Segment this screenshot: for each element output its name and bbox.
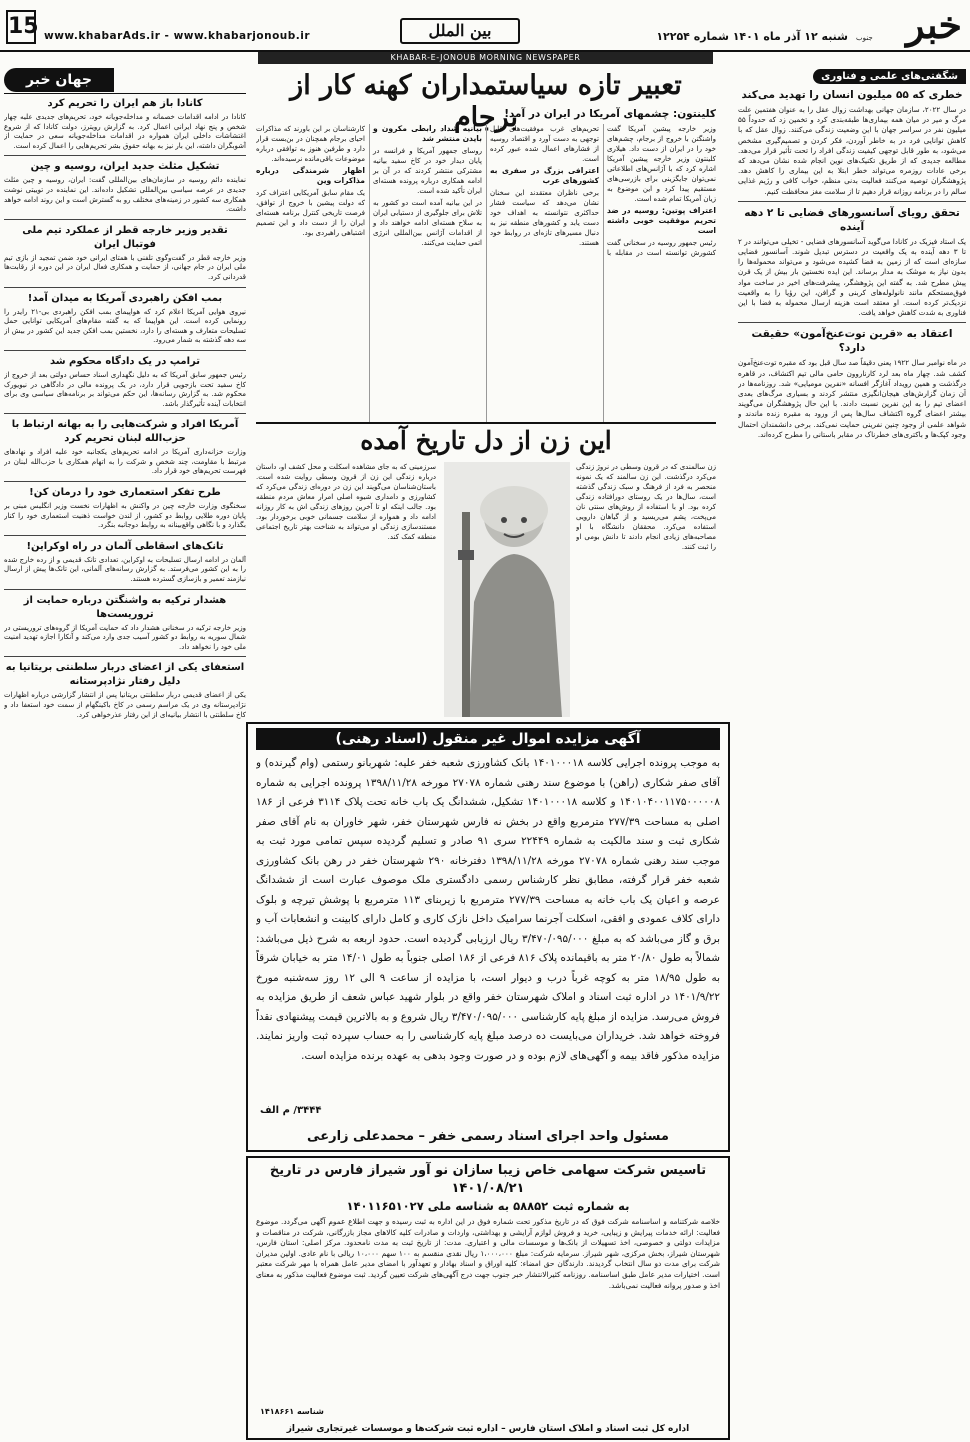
feature-headline: این زن از دل تاریخ آمده: [256, 422, 716, 458]
site-urls[interactable]: www.khabarAds.ir - www.khabarjonoub.ir: [44, 30, 311, 42]
lead-headline: تعبیر تازه سیاستمداران کهنه کار از برجام: [290, 70, 682, 133]
news-body: رئیس جمهور سابق آمریکا که به دلیل نگهداری اسناد حساس دولتی بعد از خروج از کاخ سفید تحت بازجویی قرار دارد، در یک پرونده مالی در دادگاهی در نیویورک محکوم شد. به گزارش رسانه‌ها، این حکم می‌تواند بر برنامه‌های سیاسی وی برای انتخابات آینده تأثیرگذار باشد.: [4, 370, 246, 408]
news-title: بمب افکن راهبردی آمریکا به میدان آمد!: [27, 292, 223, 304]
news-title: طرح تفکر استعماری خود را درمان کن!: [29, 487, 221, 499]
auction-signature: مسئول واحد اجرای اسناد رسمی خفر – محمدعلی زارعی: [307, 1129, 669, 1144]
news-body: سخنگوی وزارت خارجه چین در واکنش به اظهارات نخست وزیر انگلیس مبنی بر پایان دوره طلایی روابط دو کشور، از لندن خواست ذهنیت استعماری خود را کنار بگذارد و با نگاهی واقع‌بینانه به روابط دوجانبه بنگرد.: [4, 502, 246, 530]
divider: [4, 413, 246, 414]
divider: [4, 219, 246, 220]
registration-body: خلاصه شرکتنامه و اساسنامه شرکت فوق که در تاریخ مذکور تحت شماره فوق در این اداره به ثبت رسیده و جهت اطلاع عموم آگهی می‌گردد. موضوع فعالیت: ارائه خدمات پیرایش و زیبایی، خرید و فروش لوازم آرایشی و بهداشتی، واردات و صادرات کلیه کالاهای مجاز بازرگانی، شرکت در مناقصات و مزایدات دولتی و خصوصی، اخذ تسهیلات از بانک‌ها و موسسات مالی و اعتباری. مدت: از تاریخ ثبت به مدت نامحدود. مرکز اصلی: استان فارس، شهرستان شیراز، بخش مرکزی، شهر شیراز. سرمایه شرکت: مبلغ ۱،۰۰۰،۰۰۰ ریال نقدی منقسم به ۱۰۰ سهم ۱۰،۰۰۰ ریالی با نام عادی. اولین مدیران شرکت برای مدت دو سال انتخاب گردیدند. دارندگان حق امضاء: کلیه اوراق و اسناد بهادار و تعهدآور با امضای مدیر عامل همراه با مهر شرکت معتبر است. اختیارات مدیر عامل طبق اساسنامه. روزنامه کثیرالانتشار خبر جنوب جهت درج آگهی‌های شرکت تعیین گردید. ثبت موضوع فعالیت مذکور به معنای اخذ و صدور پروانه فعالیت نمی‌باشد.: [256, 1217, 720, 1290]
article-title: اعتقاد به «قرین توت‌عنخ‌آمون» حقیقت دارد؟: [751, 328, 953, 355]
auction-title: آگهی مزایده اموال غیر منقول (اسناد رهنی): [256, 728, 720, 750]
masthead-strip: KHABAR-E-JONOUB MORNING NEWSPAPER: [258, 52, 713, 64]
feature-text-right: زن سالمندی که در قرون وسطی در نروژ زندگی می‌کرد درگذشت. این زن سالمند که یک نمونه منحصر به فرد از فرهنگ و سبک زندگی گذشته است، سال‌ها در یک روستای دورافتاده زندگی کرده بود. او با استفاده از روش‌های سنتی نان می‌پخت، پشم می‌ریسید و از گیاهان دارویی استفاده می‌کرد. محققان دانشگاه با او مصاحبه‌های زیادی انجام دادند تا دانش بومی او را ثبت کنند.: [576, 463, 716, 551]
lead-paragraph: رئیس جمهور روسیه در سخنانی گفت کشورش توانسته است در مقابله با تحریم‌های غرب موفقیت‌های قابل توجهی به دست آورد و اقتصاد روسیه از فشارهای اعمال شده عبور کرده است.: [490, 125, 716, 257]
lead-paragraph: کارشناسان بر این باورند که مذاکرات احیای برجام همچنان در بن‌بست قرار دارد و طرفین هنوز به توافقی درباره موضوعات باقی‌مانده نرسیده‌اند.: [256, 125, 365, 163]
newspaper-logo: [854, 2, 962, 48]
news-title: آمریکا افراد و شرکت‌هایی را به بهانه ارتباط با حزب‌الله لبنان تحریم کرد: [11, 419, 239, 445]
elderly-woman-photo: [444, 462, 570, 717]
divider: [738, 201, 966, 202]
section-tab: بین الملل: [400, 18, 520, 44]
news-body: یکی از اعضای قدیمی دربار سلطنتی بریتانیا پس از انتشار گزارشی درباره اظهارات نژادپرستانه وی در یک مراسم رسمی در کاخ باکینگهام از سمت خود استعفا داد و کاخ سلطنتی با انتشار بیانیه‌ای از این رفتار عذرخواهی کرد.: [4, 691, 246, 719]
registration-title: تاسیس شرکت سهامی خاص زیبا سازان نو آور شیراز فارس در تاریخ ۱۴۰۱/۰۸/۲۱: [269, 1163, 707, 1196]
world-news-header: [4, 66, 246, 94]
news-title: تانک‌های اسقاطی آلمان در راه اوکراین!: [26, 540, 224, 552]
lead-subhead: اعترافی بزرگ در سفری به کشورهای عرب: [490, 166, 599, 185]
world-news-title: جهان خبر: [4, 68, 114, 92]
news-title: تقدیر وزیر خارجه قطر از عملکرد تیم ملی فوتبال ایران: [22, 224, 228, 250]
news-body: وزیر خارجه قطر در گفت‌وگوی تلفنی با همتای ایرانی خود ضمن تمجید از بازی تیم ملی ایران در جام جهانی، از حمایت و همکاری فعال ایران در این دوره از رقابت‌ها قدردانی کرد.: [4, 253, 246, 281]
article-title: خطری که ۵۵ میلیون انسان را تهدید می‌کند: [741, 89, 963, 101]
center-content: [256, 66, 720, 1440]
lead-paragraph: یک مقام سابق آمریکایی اعتراف کرد که دولت پیشین با خروج از توافق، فرصت تاریخی کنترل برنامه هسته‌ای ایران را از دست داد و این تصمیم اشتباهی راهبردی بود.: [256, 189, 365, 237]
divider: [4, 535, 246, 536]
news-body: وزیر خارجه ترکیه در سخنانی هشدار داد که حمایت آمریکا از گروه‌های تروریستی در شمال سوریه به روابط دو کشور آسیب جدی وارد می‌کند و آنکارا اجازه تهدید امنیت ملی خود را نخواهد داد.: [4, 623, 246, 651]
masthead: [0, 0, 970, 52]
page-number: 15: [6, 10, 36, 44]
science-column: [738, 64, 966, 1438]
auction-body: به موجب پرونده اجرایی کلاسه ۱۴۰۱۰۰۰۱۸ بانک کشاورزی شعبه خفر علیه: شهربانو رستمی (وام گیرنده) و آقای صفر شکاری (راهن) با موضوع سند رهنی شماره ۲۷۰۷۸ مورخه ۱۳۹۸/۱۱/۲۸ پرونده اجرایی به شماره ۱۴۰۱۰۴۰۰۱۱۷۵۰۰۰۰۰۸ و کلاسه ۱۴۰۱۰۰۰۱۸ تشکیل، ششدانگ یک باب خانه تحت پلاک ۳۱۱۴ فرعی از ۱۸۶ اصلی به مساحت ۲۷۷/۳۹ مترمربع واقع در بخش نه فارس شهرستان خفر، شهر خاوران به نام آقای صفر شکاری ثبت و سند مالکیت به شماره ۲۲۴۴۹ سری ۹۱ صادر و تسلیم گردیده سپس تمامی مورد ثبت به موجب سند رهنی شماره ۲۷۰۷۸ مورخه ۱۳۹۸/۱۱/۲۸ دفترخانه ۲۹۰ شهرستان خفر در رهن بانک کشاورزی شعبه خفر قرار گرفته، مطابق نظر کارشناس رسمی دادگستری ملک موصوف عبارت است از ششدانگ عرصه و اعیان یک باب خانه به مساحت ۲۷۷/۳۹ مترمربع با زیربنای ۱۱۳ مترمربع با پوشش تیرچه و بلوک دارای کلاف عمودی و افقی، اسکلت آجرنما سرامیک داخل نازک کاری و کامل دارای کابینت و انشعابات آب و برق و گاز می‌باشد که به مبلغ ۳/۴۷۰/۰۹۵/۰۰۰ ریال ارزیابی گردیده است. حدود اربعه به شرح ذیل می‌باشد: شمالاً به طول ۲۰/۸۰ متر به باقیمانده پلاک ۸۱۶ فرعی از ۱۸۶ اصلی جنوباً به طول ۱۴/۰۱ متر به خیابان شرقاً به طول ۱۸/۹۵ متر به کوچه غرباً درب و دیوار است، با مزایده از ساعت ۹ الی ۱۲ روز سه‌شنبه مورخ ۱۴۰۱/۹/۲۲ در اداره ثبت اسناد و املاک شهرستان خفر واقع در بلوار شهید عباس شعف از طریق مزایده به فروش می‌رسد. مزایده از مبلغ پایه کارشناسی ۳/۴۷۰/۰۹۵/۰۰۰ ریال شروع و به بالاترین قیمت پیشنهادی نقداً فروخته خواهد شد. خریداران می‌بایست ده درصد مبلغ پایه کارشناسی را به حساب سپرده ثبت واریز نمایند. مزایده مذکور فاقد بیمه و آگهی‌های لازم بوده و در صورت وجود بدهی به عهده برنده مزایده است.: [256, 757, 720, 1062]
issue-date: شنبه ۱۲ آذر ماه ۱۴۰۱ شماره ۱۲۲۵۴: [656, 30, 848, 43]
article-body: یک استاد فیزیک در کانادا می‌گوید آسانسورهای فضایی - تخیلی می‌توانند در ۲ تا ۳ دهه آینده به یک واقعیت در دسترس تبدیل شوند. آسانسور فضایی سازه‌ای است که از زمین به فضا کشیده می‌شود و می‌تواند محموله‌ها را بدون نیاز به موشک به مدار برساند. این ایده نخستین بار بیش از یک قرن پیش مطرح شد. به گفته این پژوهشگر، پیشرفت‌های اخیر در ساخت مواد فوق‌مستحکم مانند نانولوله‌های کربنی و گرافن، این رؤیا را به واقعیت نزدیک‌تر کرده است. او معتقد است هزینه ارسال محموله به فضا با این فناوری به شدت کاهش خواهد یافت.: [738, 236, 966, 318]
article-body: در سال ۲۰۲۲، سازمان جهانی بهداشت زوال عقل را به عنوان هفتمین علت مرگ و میر در میان همه بیماری‌ها طبقه‌بندی کرد و تخمین زد که حدوداً ۵۵ میلیون نفر در سراسر جهان با این وضعیت زندگی می‌کنند. زوال عقل که با کاهش توانایی فرد در به خاطر آوردن، فکر کردن و تصمیم‌گیری مشخص می‌شود، به طور قابل توجهی کیفیت زندگی افراد را تحت تأثیر قرار می‌دهد. مطالعه جدیدی که از طریق تکنیک‌های نوین انجام شده نشان می‌دهد که برخی عادات روزمره می‌تواند خطر ابتلا به این بیماری را کاهش دهد. پژوهشگران توصیه می‌کنند فعالیت بدنی منظم، خواب کافی و رژیم غذایی سالم را در برنامه روزانه قرار دهیم تا از سلامت مغز محافظت کنیم.: [738, 105, 966, 196]
news-title: تشکیل مثلث جدید ایران، روسیه و چین: [30, 161, 220, 173]
lead-article-body: [256, 124, 716, 424]
lead-paragraph: روسای جمهور آمریکا و فرانسه در پایان دیدار خود در کاخ سفید بیانیه مشترکی منتشر کردند که در آن بر ادامه همکاری درباره پرونده هسته‌ای ایران تأکید شده است.: [373, 147, 482, 195]
article-body: در ماه نوامبر سال ۱۹۲۲ یعنی دقیقاً صد سال قبل بود که مقبره توت‌عنخ‌آمون کشف شد. چهار ماه بعد لرد کارناروون حامی مالی تیم اکتشاف، در قاهره درگذشت و همین رویداد آغازگر افسانه «نفرین مومیایی» شد. روزنامه‌ها در آن زمان گزارش‌های هیجان‌انگیزی منتشر کردند و بسیاری مرگ‌های بعدی اعضای تیم را به این نفرین نسبت دادند. با این حال پژوهشگران می‌گویند بیشتر اعضای گروه اکتشاف سال‌ها پس از ورود به مقبره زنده ماندند و شواهد علمی از وجود چنین نفرینی حمایت نمی‌کند. برخی دانشمندان احتمال وجود کپک‌ها و باکتری‌های خطرناک در مقابر باستانی را مطرح کرده‌اند.: [738, 358, 966, 439]
news-title: استعفای یکی از اعضای دربار سلطنتی بریتانیا به دلیل رفتار نژادپرستانه: [5, 662, 245, 688]
article-title: تحقق رویای آسانسورهای فضایی تا ۲ دهه آینده: [744, 206, 960, 233]
divider: [4, 350, 246, 351]
feature-text-left: سرزمینی که به جای مشاهده اسکلت و محل کشف او، داستان درباره زندگی این زن از قرون وسطی روایت شده است. باستان‌شناسان می‌گویند این زن در دوره‌ای زندگی می‌کرد که کشاورزی و دامداری شیوه اصلی امرار معاش مردم منطقه بود. جالب اینکه او تا آخرین روزهای زندگی اش به کار روزانه ادامه داد و همواره از سلامت جسمانی خوبی برخوردار بود. مستندسازی زندگی او می‌تواند به شناخت بهتر تاریخ اجتماعی منطقه کمک کند.: [256, 463, 436, 541]
news-body: نیروی هوایی آمریکا اعلام کرد که هواپیمای بمب افکن راهبردی بی-۲۱ رایدر را رونمایی کرده است. این هواپیما که به گفته مقام‌های آمریکایی توانایی حمل تسلیحات متعارف و هسته‌ای را دارد، نخستین بمب افکن جدید این کشور در بیش از سه دهه گذشته به شمار می‌رود.: [4, 307, 246, 345]
news-body: نماینده دائم روسیه در سازمان‌های بین‌المللی گفت: ایران، روسیه و چین مثلث جدیدی در عرصه سیاسی بین‌المللی تشکیل داده‌اند. این نماینده در توییتی نوشت همکاری سه کشور در زمینه‌های مختلف رو به گسترش است و این روند ادامه خواهد داشت.: [4, 176, 246, 214]
lead-subheadline: کلینتون: چشمهای آمریکا در ایران در آمد!: [504, 108, 716, 120]
registration-subtitle: به شماره ثبت ۵۸۸۵۲ به شناسه ملی ۱۴۰۱۱۶۵۱۰۲۷: [346, 1199, 630, 1213]
lead-subhead: اعتراف پوتین: روسیه در ضد تحریم موفقیت خوبی داشته است: [607, 206, 716, 235]
divider: [4, 155, 246, 156]
lead-paragraph: برخی ناظران معتقدند این سخنان نشان می‌دهد که سیاست فشار حداکثری نتوانسته به اهداف خود دست یابد و کشورهای منطقه نیز به دنبال مسیرهای تازه‌ای در روابط خود هستند.: [490, 189, 599, 247]
logo-word: خبر: [906, 2, 962, 47]
registration-id: شناسه ۱۴۱۸۶۶۱: [260, 1407, 324, 1416]
lead-paragraph: در این بیانیه آمده است دو کشور به تلاش برای جلوگیری از دستیابی ایران به سلاح هسته‌ای ادامه خواهند داد و از اقدامات آژانس بین‌المللی انرژی اتمی حمایت می‌کنند.: [373, 199, 482, 247]
news-title: کانادا باز هم ایران را تحریم کرد: [47, 98, 203, 109]
registration-signature: اداره کل ثبت اسناد و املاک استان فارس – اداره ثبت شرکت‌ها و موسسات غیرتجاری شیراز: [286, 1424, 690, 1434]
news-body: کانادا در ادامه اقدامات خصمانه و مداخله‌جویانه خود، تحریم‌های جدیدی علیه چهار شخص و پنج نهاد ایرانی اعمال کرد. به گزارش رویترز، دولت کانادا که از شروع اغتشاشات داخلی ایران همواره در اقدامات مداخله‌جویانه سعی در حمایت از آشوبگران داشته، این بار نیز به بهانه حقوق بشر تحریم‌هایی را اعمال کرده است.: [4, 113, 246, 150]
divider: [4, 589, 246, 590]
auction-code: ۳۴۴۴/ م الف: [260, 1105, 322, 1116]
company-registration-notice: [246, 1156, 730, 1440]
auction-notice: [246, 722, 730, 1152]
news-body: وزارت خزانه‌داری آمریکا در ادامه تحریم‌های یکجانبه خود علیه افراد و نهادهای مرتبط با مقاومت، چند شخص و شرکت را به اتهام همکاری با حزب‌الله لبنان در فهرست تحریم‌های خود قرار داد.: [4, 448, 246, 476]
divider: [738, 322, 966, 323]
divider: [4, 287, 246, 288]
world-news-column: [4, 66, 246, 1438]
divider: [4, 656, 246, 657]
science-section-label: شگفتی‌های علمی و فناوری: [813, 69, 966, 84]
lead-subhead: بیانیه شداد رابطی مکرون و بایدن منتشر شد: [373, 124, 482, 143]
news-title: ترامپ در یک دادگاه محکوم شد: [49, 355, 201, 367]
lead-paragraph: وزیر خارجه پیشین آمریکا گفت واشنگتن با خروج از برجام، چشم‌های خود را در ایران از دست داد. هیلاری کلینتون وزیر خارجه پیشین آمریکا اشاره کرد که با آژانس‌های اطلاعاتی نمی‌توان جایگزینی برای بازرسی‌های مستقیم پیدا کرد و این موضوع به زیان آمریکا تمام شده است.: [607, 125, 716, 203]
news-title: هشدار ترکیه به واشنگتن درباره حمایت از تروریست‌ها: [23, 594, 227, 620]
logo-sub: جنوب: [856, 34, 873, 42]
lead-subhead: اظهار شرمندگی درباره مذاکرات وین: [256, 166, 365, 185]
divider: [4, 481, 246, 482]
news-body: آلمان در ادامه ارسال تسلیحات به اوکراین، تعدادی تانک قدیمی و از رده خارج شده را به این کشور می‌فرستد. به گزارش رسانه‌های آلمانی، این تانک‌ها پیش از ارسال نیازمند تعمیر و بازسازی گسترده هستند.: [4, 555, 246, 584]
